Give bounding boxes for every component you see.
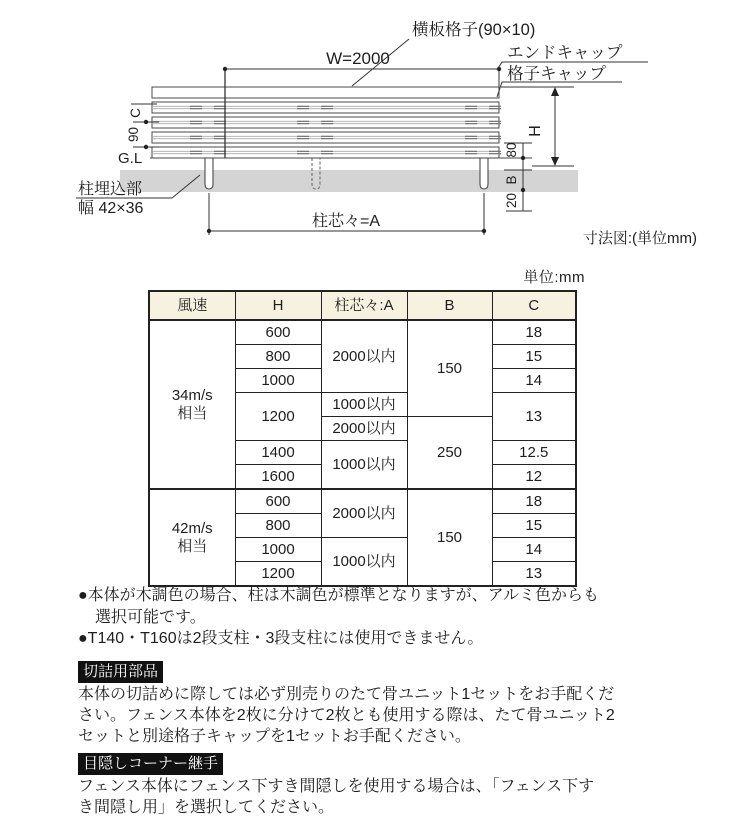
table-cell: 800 bbox=[235, 514, 321, 538]
table-cell: 18 bbox=[492, 320, 576, 345]
table-unit-label: 単位:mm bbox=[523, 269, 585, 286]
section-body bbox=[78, 684, 718, 747]
table-cell: 1000 bbox=[235, 538, 321, 562]
table-cell: 2000以内 bbox=[321, 417, 407, 441]
dim-dot bbox=[521, 188, 525, 192]
section-title-badge: 目隠しコーナー継手 bbox=[78, 753, 223, 775]
w-dim-label: W=2000 bbox=[326, 49, 390, 68]
table-row bbox=[149, 489, 576, 514]
table-cell: 13 bbox=[492, 562, 576, 587]
section-body bbox=[78, 776, 718, 818]
table-cell: 13 bbox=[492, 393, 576, 441]
arrowhead-up bbox=[551, 87, 559, 96]
dim-dot bbox=[144, 120, 148, 124]
table-cell: 15 bbox=[492, 514, 576, 538]
dimension-diagram bbox=[0, 0, 740, 260]
dim-dot bbox=[521, 156, 525, 160]
right-post-embedded bbox=[480, 158, 488, 189]
table-cell: 1200 bbox=[235, 393, 321, 441]
section-text-line: さい。フェンス本体を2枚に分けて2枚とも使用する際は、たて骨ユニット2 bbox=[78, 707, 615, 724]
note-item: ●T140・T160は2段支柱・3段支柱には使用できません。 bbox=[78, 630, 484, 647]
table-cell: 15 bbox=[492, 345, 576, 369]
callout-latticecap-label: 格子キャップ bbox=[507, 65, 606, 83]
table-cell: 12.5 bbox=[492, 441, 576, 465]
col-header-c: C bbox=[492, 291, 576, 320]
wind-speed-suffix: 相当 bbox=[177, 537, 208, 555]
dim-90-label: 90 bbox=[126, 126, 141, 143]
info-sections bbox=[78, 661, 718, 818]
section-mekakushi bbox=[78, 753, 718, 818]
left-post-embedded bbox=[205, 158, 213, 189]
table-cell: 1600 bbox=[235, 465, 321, 490]
table-cell: 18 bbox=[492, 489, 576, 514]
section-title-badge: 切詰用部品 bbox=[78, 661, 163, 683]
callout-endcap-label: エンドキャップ bbox=[507, 44, 623, 62]
table-cell: 1000 bbox=[235, 369, 321, 393]
a-dim-label: 柱芯々=A bbox=[311, 213, 381, 230]
table-row bbox=[149, 320, 576, 345]
table-cell: 150 bbox=[407, 320, 492, 417]
h-dim-label: H bbox=[527, 125, 544, 137]
spec-table bbox=[148, 290, 577, 587]
dim-dot bbox=[223, 67, 227, 71]
dim-20-label: 20 bbox=[504, 192, 519, 209]
note-item: ●本体が木調色の場合、柱は木調色が標準となりますが、アルミ色からも bbox=[78, 587, 600, 604]
dim-b-label: B bbox=[504, 175, 519, 185]
table-cell: 2000以内 bbox=[321, 489, 407, 538]
table-cell: 150 bbox=[407, 489, 492, 586]
post-embed-label-2: 幅 42×36 bbox=[78, 200, 144, 217]
section-text-line: 本体の切詰めに際しては必ず別売りのたて骨ユニット1セットをお手配くだ bbox=[78, 686, 615, 703]
table-cell: 1000以内 bbox=[321, 393, 407, 417]
table-cell: 1000以内 bbox=[321, 441, 407, 490]
section-kiritsume bbox=[78, 661, 718, 747]
table-cell: 800 bbox=[235, 345, 321, 369]
table-cell: 1200 bbox=[235, 562, 321, 587]
post-embed-label-1: 柱埋込部 bbox=[78, 181, 143, 198]
table-cell: 250 bbox=[407, 417, 492, 490]
table-cell: 600 bbox=[235, 489, 321, 514]
gl-label: G.L bbox=[118, 150, 143, 167]
notes-list bbox=[78, 585, 718, 650]
dim-dot bbox=[482, 229, 486, 233]
callout-board-label: 横板格子(90×10) bbox=[412, 21, 536, 39]
fence-slats bbox=[152, 87, 499, 158]
dim-dot bbox=[144, 145, 148, 149]
dim-80-label: 80 bbox=[504, 142, 519, 158]
header-row bbox=[149, 291, 576, 320]
table-cell: 14 bbox=[492, 538, 576, 562]
wind-speed-value: 42m/s bbox=[171, 520, 213, 538]
table-cell: 600 bbox=[235, 320, 321, 345]
table-cell: 1000以内 bbox=[321, 538, 407, 587]
wind-speed-cell bbox=[149, 320, 235, 489]
section-text-line: セットと別途格子キャップを1セットお手配ください。 bbox=[78, 728, 471, 745]
section-text-line: き間隠し用」を選択してください。 bbox=[78, 799, 335, 816]
table-cell: 2000以内 bbox=[321, 320, 407, 393]
diagram-caption: 寸法図:(単位mm) bbox=[582, 230, 697, 247]
col-header-h: H bbox=[235, 291, 321, 320]
col-header-a: 柱芯々:A bbox=[321, 291, 407, 320]
arrowhead-down bbox=[551, 157, 559, 166]
col-header-wind: 風速 bbox=[149, 291, 235, 320]
wind-speed-suffix: 相当 bbox=[177, 404, 208, 422]
dim-c-label: C bbox=[128, 108, 143, 118]
wind-speed-cell bbox=[149, 489, 235, 586]
col-header-b: B bbox=[407, 291, 492, 320]
table-cell: 12 bbox=[492, 465, 576, 490]
note-item-continuation: 選択可能です。 bbox=[95, 608, 206, 626]
wind-speed-value: 34m/s bbox=[171, 387, 213, 405]
section-text-line: フェンス本体にフェンス下すき間隠しを使用する場合は、「フェンス下す bbox=[78, 778, 595, 795]
table-cell: 1400 bbox=[235, 441, 321, 465]
dim-dot bbox=[207, 229, 211, 233]
table-cell: 14 bbox=[492, 369, 576, 393]
